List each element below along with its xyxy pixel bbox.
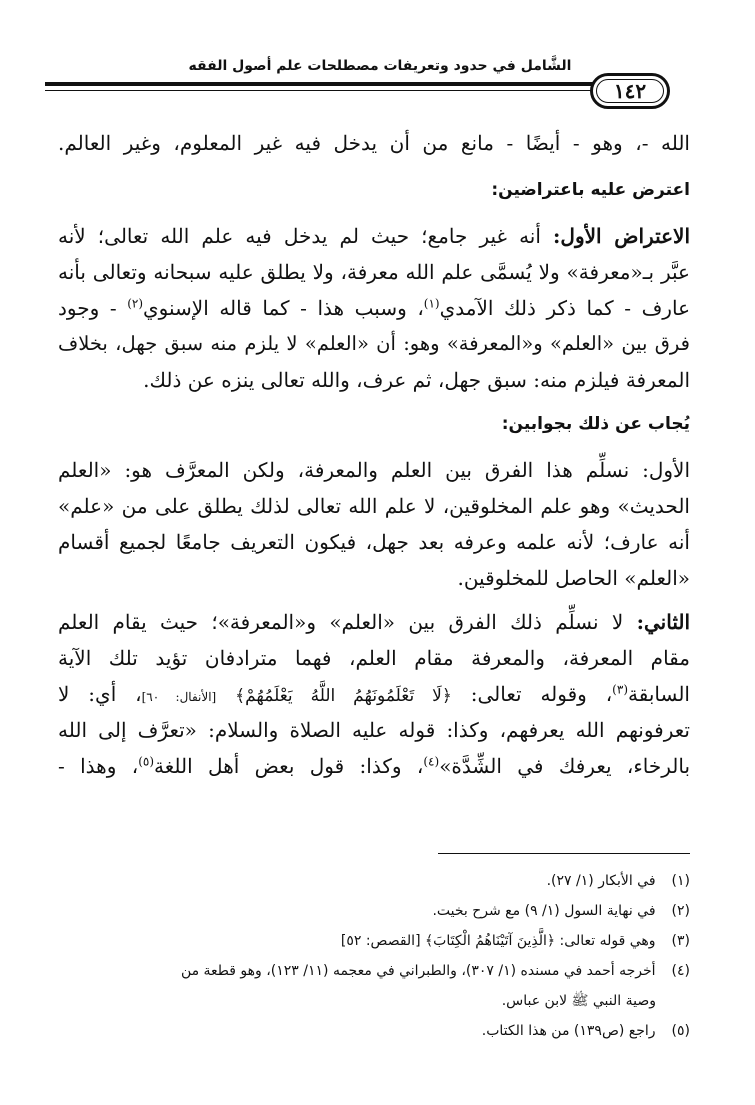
- text-span: ، وقوله تعالى:: [470, 682, 613, 706]
- text-line-14: تعرفونهم الله يعرفهم، وكذا: قوله عليه الصلاة والسلام: «تعرَّف إلى الله: [58, 718, 690, 742]
- text-span: ، أي: لا: [58, 682, 142, 706]
- text-span: عارف - كما ذكر ذلك الآمدي: [439, 296, 690, 320]
- running-title: الشَّامل في حدود وتعريفات مصطلحات علم أصول الفقه: [188, 58, 572, 74]
- text-line-6: المعرفة فيلزم منه: سبق جهل، ثم عرف، والله تعالى ينزه عن ذلك.: [143, 368, 690, 392]
- text-line-8: الحديث» وهو علم المخلوقين، لا علم الله تعالى لذلك يطلق على من «علم»: [58, 494, 690, 518]
- header-rule-thick: [45, 82, 660, 86]
- footnote-ref-3: (٣): [612, 682, 628, 697]
- footnote-4: [58, 958, 690, 984]
- text-line-9: أنه عارف؛ لأنه علمه وعرفه بعد جهل، فيكون التعريف جامعًا لجميع أقسام: [58, 530, 690, 554]
- footnote-text: وصية النبي ﷺ لابن عباس.: [501, 993, 656, 1009]
- second-answer-lead: الثاني:: [636, 610, 691, 634]
- text-span: السابقة: [628, 682, 690, 706]
- text-line-15: [58, 751, 690, 781]
- footnote-text: وهي قوله تعالى: ﴿الَّذِينَ آتَيْنَاهُمُ الْكِتَابَ﴾ [القصص: ٥٢]: [340, 933, 656, 949]
- text-span: ، وكذا: قول بعض أهل اللغة: [154, 754, 424, 778]
- footnote-number: (٥): [671, 1023, 690, 1039]
- page-number-frame: [590, 73, 670, 109]
- footnote-divider: [438, 853, 690, 854]
- footnote-number: (٣): [671, 933, 690, 949]
- footnote-ref-1: (١): [423, 296, 440, 311]
- footnote-3: [58, 928, 690, 954]
- footnote-5: [58, 1018, 690, 1044]
- footnote-1: [58, 868, 690, 894]
- footnote-4-continuation: [58, 988, 690, 1014]
- footnote-number: (٤): [671, 963, 690, 979]
- text-line-12: مقام المعرفة، والمعرفة مقام العلم، فهما مترادفان تؤيد تلك الآية: [58, 646, 690, 670]
- text-line-11: [58, 607, 690, 637]
- text-span: بالرخاء، يعرفك في الشِّدَّة»: [439, 754, 691, 778]
- quran-verse: ﴿لَا تَعْلَمُونَهُمُ اللَّهُ يَعْلَمُهُمْ﴾: [235, 686, 452, 706]
- text-span: أنه غير جامع؛ حيث لم يدخل فيه علم الله تعالى؛ لأنه: [58, 224, 541, 248]
- text-line-4: [58, 293, 690, 323]
- text-span: لا نسلِّم ذلك الفرق بين «العلم» و«المعرفة»؛ حيث يقام العلم: [58, 610, 624, 634]
- header-rule-thin: [45, 90, 660, 91]
- text-line-3: عبَّر بـ«معرفة» ولا يُسمَّى علم الله معرفة، ولا يطلق عليه سبحانه وتعالى بأنه: [58, 260, 690, 284]
- text-line-1: الله -، وهو - أيضًا - مانع من أن يدخل فيه غير المعلوم، وغير العالم.: [58, 131, 690, 155]
- footnote-number: (١): [671, 873, 690, 889]
- footnote-text: راجع (ص١٣٩) من هذا الكتاب.: [481, 1023, 656, 1039]
- page-number: ١٤٢: [613, 79, 647, 103]
- text-span: - وجود: [58, 296, 117, 320]
- text-span: ، وهذا -: [58, 754, 139, 778]
- text-line-10: «العلم» الحاصل للمخلوقين.: [457, 566, 690, 590]
- section-heading-answers: يُجاب عن ذلك بجوابين:: [501, 414, 690, 434]
- text-span: ، وسبب هذا - كما قاله الإسنوي: [143, 296, 424, 320]
- footnote-text: في الأبكار (١/ ٢٧).: [546, 873, 656, 889]
- text-line-2: [58, 221, 690, 251]
- text-line-7: الأول: نسلِّم هذا الفرق بين العلم والمعرفة، ولكن المعرَّف هو: «العلم: [58, 458, 690, 482]
- text-line-5: فرق بين «العلم» و«المعرفة» وهو: أن «العلم» لا يلزم منه سبق جهل، بخلاف: [58, 332, 690, 355]
- footnote-text: أخرجه أحمد في مسنده (١/ ٣٠٧)، والطبراني في معجمه (١١/ ١٢٣)، وهو قطعة من: [180, 963, 656, 979]
- sura-reference: [الأنفال: ٦٠]: [141, 690, 217, 704]
- text-line-13: [58, 679, 690, 712]
- footnote-ref-5: (٥): [138, 754, 155, 769]
- first-objection-lead: الاعتراض الأول:: [553, 224, 690, 248]
- section-heading-objections: اعترض عليه باعتراضين:: [491, 180, 690, 200]
- footnote-ref-4: (٤): [423, 754, 440, 769]
- footnote-ref-2: (٢): [127, 296, 144, 311]
- footnote-number: (٢): [671, 903, 690, 919]
- footnote-text: في نهاية السول (١/ ٩) مع شرح بخيت.: [432, 903, 656, 919]
- footnote-2: [58, 898, 690, 924]
